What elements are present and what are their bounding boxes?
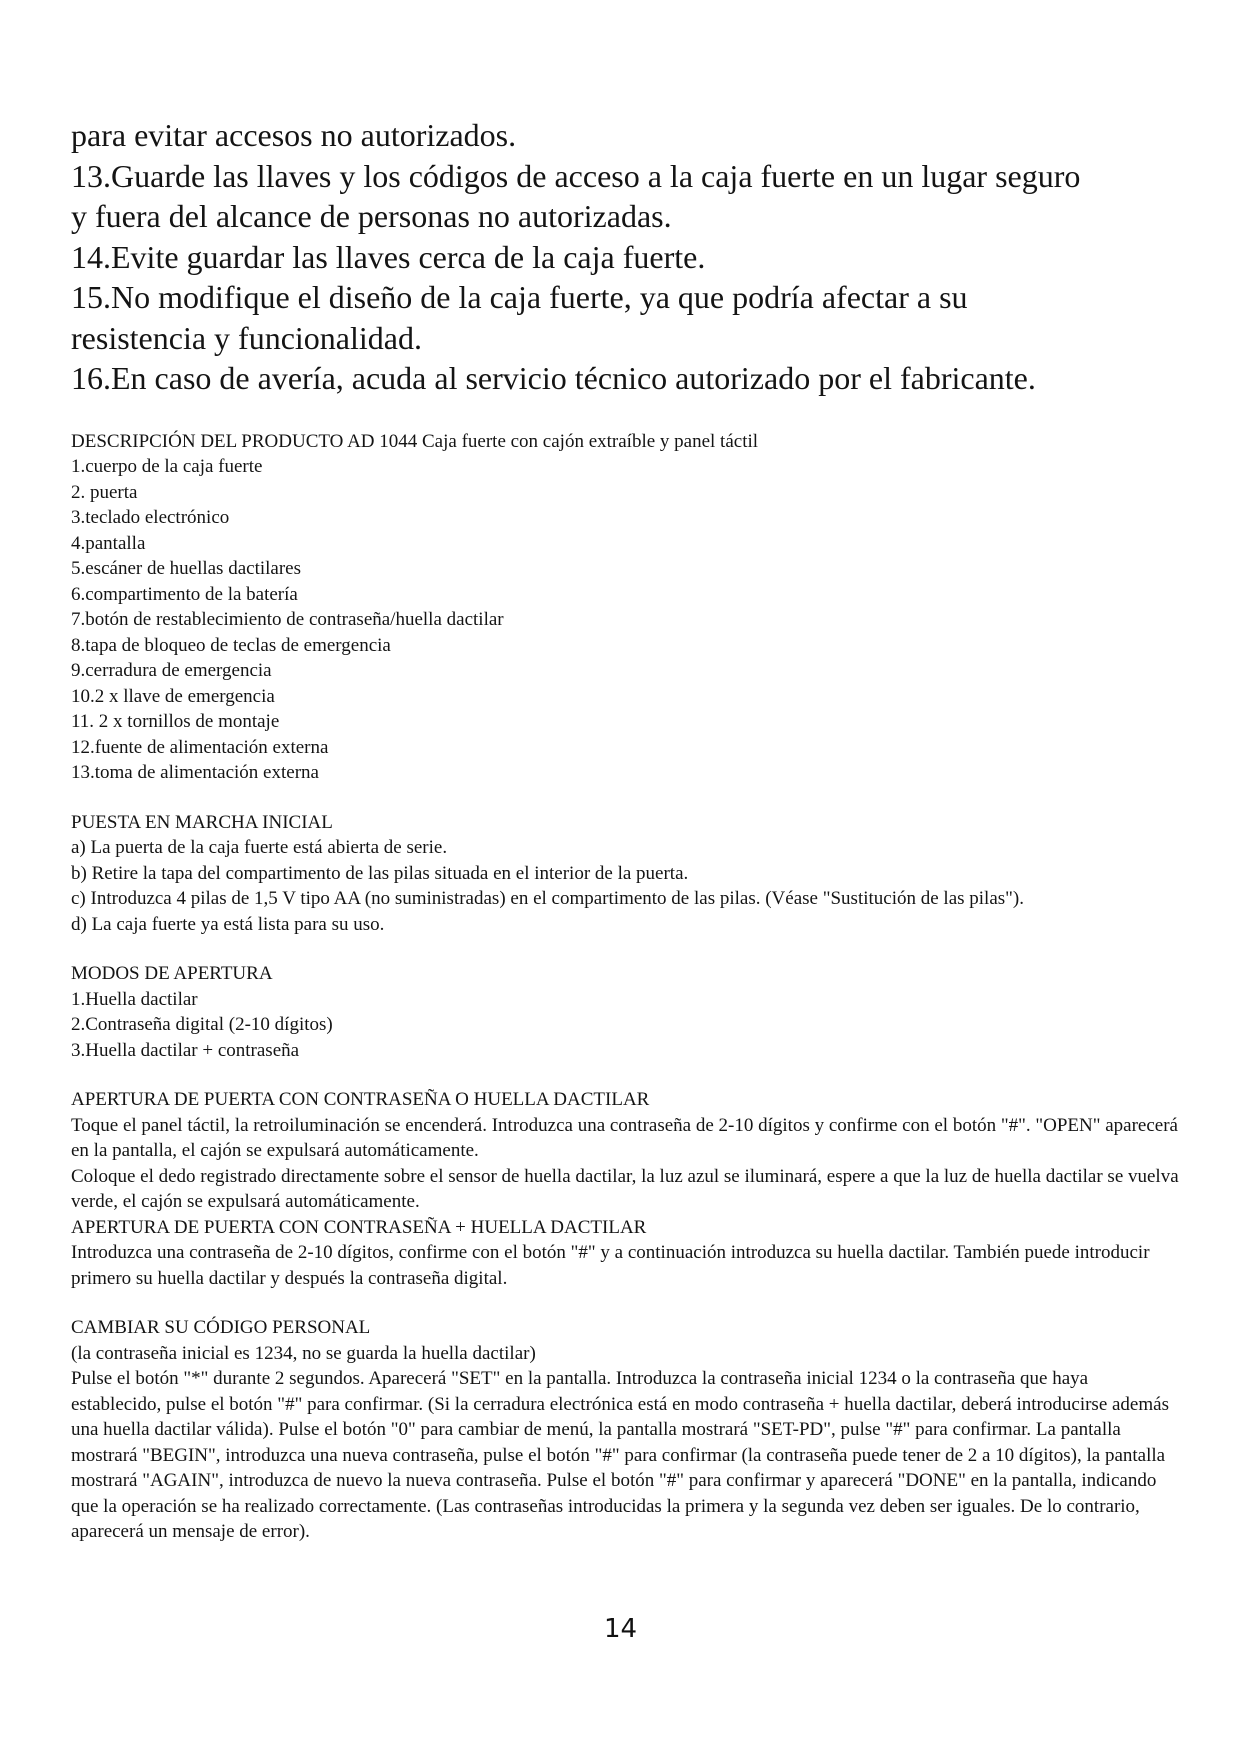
intro-line: 14.Evite guardar las llaves cerca de la caja fuerte.	[71, 238, 706, 275]
paragraph: Pulse el botón "*" durante 2 segundos. Aparecerá "SET" en la pantalla. Introduzca la contraseña inicial 1234 o la contraseña que haya establecido, pulse el botón "#" para confirmar. (Si la cerradura electrónica está en modo contraseña + huella dactilar, deberá introducirse además una huella dactilar válida). Pulse el botón "0" para cambiar de menú, la pantalla mostrará "SET-PD", pulse "#" para confirmar. La pantalla mostrará "BEGIN", introduzca una nueva contraseña, pulse el botón "#" para confirmar (la contraseña puede tener de 2 a 10 dígitos), la pantalla mostrará "AGAIN", introduzca de nuevo la nueva contraseña. Pulse el botón "#" para confirmar y aparecerá "DONE" en la pantalla, indicando que la operación se ha realizado correctamente. (Las contraseñas introducidas la primera y la segunda vez deben ser iguales. De lo contrario, aparecerá un mensaje de error).	[71, 1368, 1169, 1542]
section-apertura-contrasena-y-huella	[71, 1215, 1181, 1292]
section-puesta	[71, 810, 1181, 938]
section-cambiar-codigo	[71, 1315, 1181, 1545]
list-item: 5.escáner de huellas dactilares	[71, 558, 301, 579]
list-item: a) La puerta de la caja fuerte está abierta de serie.	[71, 837, 448, 858]
section-heading: PUESTA EN MARCHA INICIAL	[71, 811, 333, 833]
section-heading: CAMBIAR SU CÓDIGO PERSONAL	[71, 1317, 371, 1338]
list-item: 1.cuerpo de la caja fuerte	[71, 456, 263, 477]
intro-line: 15.No modifique el diseño de la caja fuerte, ya que podría afectar a su	[71, 279, 968, 315]
intro-line: para evitar accesos no autorizados.	[71, 117, 517, 153]
list-item: d) La caja fuerte ya está lista para su uso.	[71, 913, 385, 935]
intro-line: 13.Guarde las llaves y los códigos de acceso a la caja fuerte en un lugar seguro	[71, 157, 1081, 194]
paragraph: Toque el panel táctil, la retroiluminación se encenderá. Introduzca una contraseña de 2-10 dígitos y confirme con el botón "#". "OPEN" aparecerá en la pantalla, el cajón se expulsará automáticamente.	[71, 1114, 1178, 1161]
section-apertura-contrasena-o-huella	[71, 1087, 1181, 1215]
section-descripcion	[71, 429, 1181, 786]
list-item: 10.2 x llave de emergencia	[71, 685, 275, 707]
list-item: c) Introduzca 4 pilas de 1,5 V tipo AA (no suministradas) en el compartimento de las pilas. (Véase "Sustitución de las pilas").	[71, 888, 1024, 909]
list-item: 3.Huella dactilar + contraseña	[71, 1039, 300, 1061]
list-item: 9.cerradura de emergencia	[71, 660, 272, 681]
section-heading: APERTURA DE PUERTA CON CONTRASEÑA + HUELLA DACTILAR	[71, 1216, 647, 1238]
list-item: 13.toma de alimentación externa	[71, 762, 319, 783]
intro-block	[71, 115, 1181, 399]
section-heading: MODOS DE APERTURA	[71, 963, 273, 984]
list-item: 8.tapa de bloqueo de teclas de emergencia	[71, 634, 391, 656]
section-modos	[71, 961, 1181, 1063]
document-page	[71, 115, 1181, 1545]
list-item: 2.Contraseña digital (2-10 dígitos)	[71, 1014, 333, 1035]
list-item: 11. 2 x tornillos de montaje	[71, 711, 280, 732]
list-item: 3.teclado electrónico	[71, 507, 230, 528]
paragraph: Coloque el dedo registrado directamente sobre el sensor de huella dactilar, la luz azul se iluminará, espere a que la luz de huella dactilar se vuelva verde, el cajón se expulsará automáticamente.	[71, 1165, 1179, 1212]
list-item: 2. puerta	[71, 481, 138, 503]
section-note: (la contraseña inicial es 1234, no se guarda la huella dactilar)	[71, 1342, 536, 1364]
intro-line: resistencia y funcionalidad.	[71, 319, 422, 356]
list-item: 6.compartimento de la batería	[71, 583, 298, 605]
list-item: 4.pantalla	[71, 532, 146, 554]
intro-line: 16.En caso de avería, acuda al servicio técnico autorizado por el fabricante.	[71, 360, 1036, 396]
list-item: 1.Huella dactilar	[71, 988, 198, 1010]
section-heading: DESCRIPCIÓN DEL PRODUCTO AD 1044 Caja fuerte con cajón extraíble y panel táctil	[71, 430, 759, 452]
list-item: 12.fuente de alimentación externa	[71, 736, 329, 758]
list-item: 7.botón de restablecimiento de contraseña/huella dactilar	[71, 609, 504, 630]
page-number: 14	[603, 1614, 638, 1644]
list-item: b) Retire la tapa del compartimento de las pilas situada en el interior de la puerta.	[71, 862, 689, 884]
section-heading: APERTURA DE PUERTA CON CONTRASEÑA O HUELLA DACTILAR	[71, 1089, 650, 1110]
intro-line: y fuera del alcance de personas no autorizadas.	[71, 198, 672, 234]
paragraph: Introduzca una contraseña de 2-10 dígitos, confirme con el botón "#" y a continuación introduzca su huella dactilar. También puede introducir primero su huella dactilar y después la contraseña digital.	[71, 1242, 1150, 1289]
